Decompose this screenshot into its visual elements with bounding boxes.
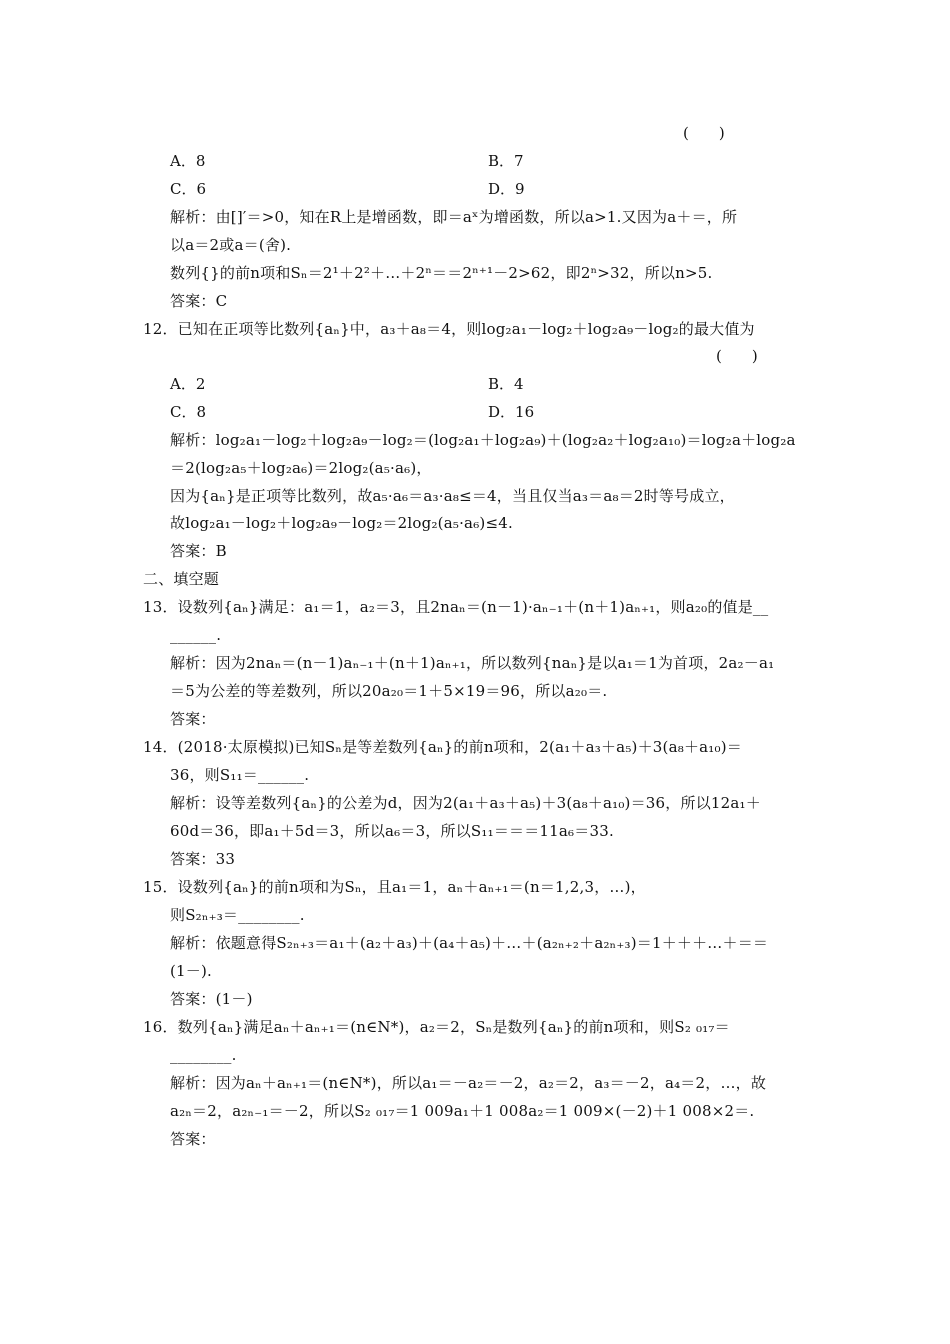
option-a: A．2 [170, 375, 206, 393]
answer-line: 答案：33 [170, 850, 236, 868]
analysis-line: 解析：由[]′＝>0，知在R上是增函数，即＝aˣ为增函数，所以a>1.又因为a＋＝，所 [170, 208, 738, 226]
analysis-line: 解析：因为aₙ＋aₙ₊₁＝(n∈N*)，所以a₁＝－a₂＝－2，a₂＝2，a₃＝－2，a₄＝2，…，故 [170, 1074, 767, 1092]
section-title: 二、填空题 [143, 570, 220, 588]
analysis-line: a₂ₙ＝2，a₂ₙ₋₁＝－2，所以S₂ ₀₁₇＝1 009a₁＋1 008a₂＝1 009×(－2)＋1 008×2＝. [170, 1102, 755, 1120]
question-stem: 则S₂ₙ₊₃＝________. [170, 906, 305, 924]
question-stem: ________. [170, 1046, 237, 1064]
option-d: D．16 [488, 403, 535, 421]
answer-paren: ( ) [716, 347, 758, 365]
option-b: B．7 [488, 152, 524, 170]
analysis-line: 解析：因为2naₙ＝(n－1)aₙ₋₁＋(n＋1)aₙ₊₁，所以数列{naₙ}是以a₁＝1为首项，2a₂－a₁ [170, 654, 775, 672]
question-stem: 12．已知在正项等比数列{aₙ}中，a₃＋a₈＝4，则log₂a₁－log₂＋log₂a₉－log₂的最大值为 [143, 320, 755, 338]
answer-line: 答案：B [170, 542, 227, 560]
question-stem: ______. [170, 626, 222, 644]
analysis-line: 解析：设等差数列{aₙ}的公差为d，因为2(a₁＋a₃＋a₅)＋3(a₈＋a₁₀)＝36，所以12a₁＋ [170, 794, 761, 812]
answer-line: 答案： [170, 1130, 216, 1148]
option-a: A．8 [170, 152, 206, 170]
answer-line: 答案： [170, 710, 216, 728]
option-c: C．8 [170, 403, 207, 421]
question-stem: 36，则S₁₁＝______. [170, 766, 310, 784]
question-stem: 16．数列{aₙ}满足aₙ＋aₙ₊₁＝(n∈N*)，a₂＝2，Sₙ是数列{aₙ}的前n项和，则S₂ ₀₁₇＝ [143, 1018, 730, 1036]
answer-paren: ( ) [683, 124, 725, 142]
analysis-line: 因为{aₙ}是正项等比数列，故a₅·a₆＝a₃·a₈≤＝4，当且仅当a₃＝a₈＝2时等号成立， [170, 487, 735, 505]
question-stem: 14．(2018·太原模拟)已知Sₙ是等差数列{aₙ}的前n项和，2(a₁＋a₃＋a₅)＋3(a₈＋a₁₀)＝ [143, 738, 742, 756]
question-stem: 15．设数列{aₙ}的前n项和为Sₙ，且a₁＝1，aₙ＋aₙ₊₁＝(n＝1,2,3，…)， [143, 878, 646, 896]
option-c: C．6 [170, 180, 207, 198]
answer-line: 答案：C [170, 292, 228, 310]
analysis-line: ＝2(log₂a₅＋log₂a₆)＝2log₂(a₅·a₆)， [170, 459, 432, 477]
analysis-line: 60d＝36，即a₁＋5d＝3，所以a₆＝3，所以S₁₁＝＝＝11a₆＝33. [170, 822, 614, 840]
analysis-line: 以a＝2或a＝(舍). [170, 236, 292, 254]
analysis-line: (1－). [170, 962, 213, 980]
option-b: B．4 [488, 375, 524, 393]
analysis-line: 解析：log₂a₁－log₂＋log₂a₉－log₂＝(log₂a₁＋log₂a₉)＋(log₂a₂＋log₂a₁₀)＝log₂a＋log₂a [170, 431, 796, 449]
option-d: D．9 [488, 180, 525, 198]
question-stem: 13．设数列{aₙ}满足：a₁＝1，a₂＝3，且2naₙ＝(n－1)·aₙ₋₁＋(n＋1)aₙ₊₁，则a₂₀的值是__ [143, 598, 769, 616]
analysis-line: 故log₂a₁－log₂＋log₂a₉－log₂＝2log₂(a₅·a₆)≤4. [170, 514, 513, 532]
analysis-line: 数列{}的前n项和Sₙ＝2¹＋2²＋…＋2ⁿ＝＝2ⁿ⁺¹－2>62，即2ⁿ>32，所以n>5. [170, 264, 713, 282]
analysis-line: 解析：依题意得S₂ₙ₊₃＝a₁＋(a₂＋a₃)＋(a₄＋a₅)＋…＋(a₂ₙ₊₂＋a₂ₙ₊₃)＝1＋＋＋…＋＝＝ [170, 934, 769, 952]
answer-line: 答案：(1－) [170, 990, 253, 1008]
analysis-line: ＝5为公差的等差数列，所以20a₂₀＝1＋5×19＝96，所以a₂₀＝. [170, 682, 608, 700]
